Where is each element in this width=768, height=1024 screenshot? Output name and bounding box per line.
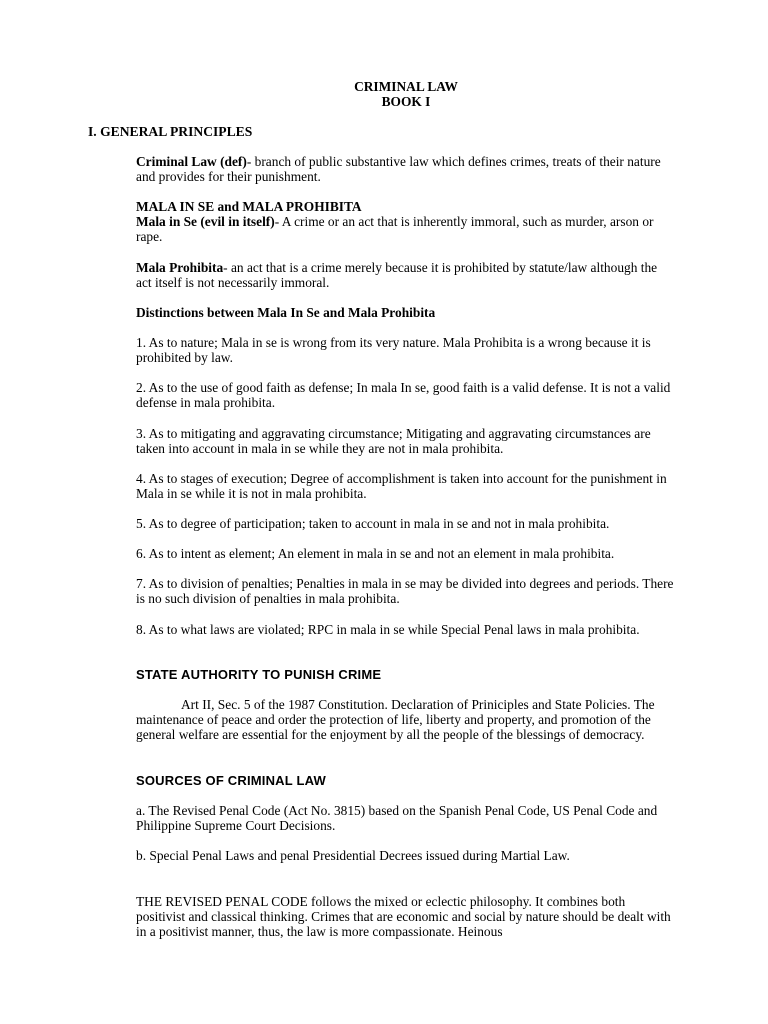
distinction-item: 7. As to division of penalties; Penalties in mala in se may be divided into degrees and periods. There is no such division of penalties in mala prohibita.	[136, 576, 674, 606]
mala-in-se-text: - A crime or an act that is inherently immoral, such as murder, arson or rape.	[136, 214, 654, 244]
sources-heading: SOURCES OF CRIMINAL LAW	[136, 773, 326, 788]
mala-prohibita-definition	[136, 260, 676, 290]
section-heading: I. GENERAL PRINCIPLES	[88, 124, 253, 139]
rpc-paragraph: THE REVISED PENAL CODE follows the mixed or eclectic philosophy. It combines both positivist and classical thinking. Crimes that are economic and social by nature should be dealt with in a positivist manner, thus, the law is more compassionate. Heinous	[136, 894, 671, 939]
source-item: a. The Revised Penal Code (Act No. 3815) based on the Spanish Penal Code, US Penal Code and Philippine Supreme Court Decisions.	[136, 803, 658, 833]
state-authority-text: Art II, Sec. 5 of the 1987 Constitution. Declaration of Priniciples and State Policies. The maintenance of peace and order the protection of life, liberty and property, and promotion of the general welfare are essential for the enjoyment by all the people of the blessings of democracy.	[136, 697, 655, 742]
criminal-law-definition	[136, 154, 676, 184]
distinction-item: 1. As to nature; Mala in se is wrong from its very nature. Mala Prohibita is a wrong because it is prohibited by law.	[136, 335, 651, 365]
distinction-item: 5. As to degree of participation; taken to account in mala in se and not in mala prohibita.	[136, 516, 610, 531]
distinction-item: 2. As to the use of good faith as defense; In mala In se, good faith is a valid defense. It is not a valid defense in mala prohibita.	[136, 380, 671, 410]
mala-prohibita-term: Mala Prohibita	[136, 260, 224, 275]
distinction-item: 4. As to stages of execution; Degree of accomplishment is taken into account for the punishment in Mala in se while it is not in mala prohibita.	[136, 471, 667, 501]
distinctions-heading: Distinctions between Mala In Se and Mala Prohibita	[136, 305, 436, 320]
mala-prohibita-text: - an act that is a crime merely because it is prohibited by statute/law although the act itself is not necessarily immoral.	[136, 260, 658, 290]
distinction-item: 6. As to intent as element; An element in mala in se and not an element in mala prohibita.	[136, 546, 615, 561]
source-item: b. Special Penal Laws and penal Presidential Decrees issued during Martial Law.	[136, 848, 570, 863]
mala-in-se-term: Mala in Se (evil in itself)	[136, 214, 275, 229]
mala-heading: MALA IN SE and MALA PROHIBITA	[136, 199, 362, 214]
mala-in-se-definition	[136, 214, 676, 244]
document-title: CRIMINAL LAW	[354, 79, 458, 94]
definition-text: - branch of public substantive law which defines crimes, treats of their nature and provides for their punishment.	[136, 154, 661, 184]
document-subtitle: BOOK I	[381, 94, 431, 109]
distinction-item: 3. As to mitigating and aggravating circumstance; Mitigating and aggravating circumstances are taken into account in mala in se while they are not in mala prohibita.	[136, 426, 651, 456]
definition-term: Criminal Law (def)	[136, 154, 247, 169]
distinction-item: 8. As to what laws are violated; RPC in mala in se while Special Penal laws in mala prohibita.	[136, 622, 640, 637]
state-authority-heading: STATE AUTHORITY TO PUNISH CRIME	[136, 667, 382, 682]
